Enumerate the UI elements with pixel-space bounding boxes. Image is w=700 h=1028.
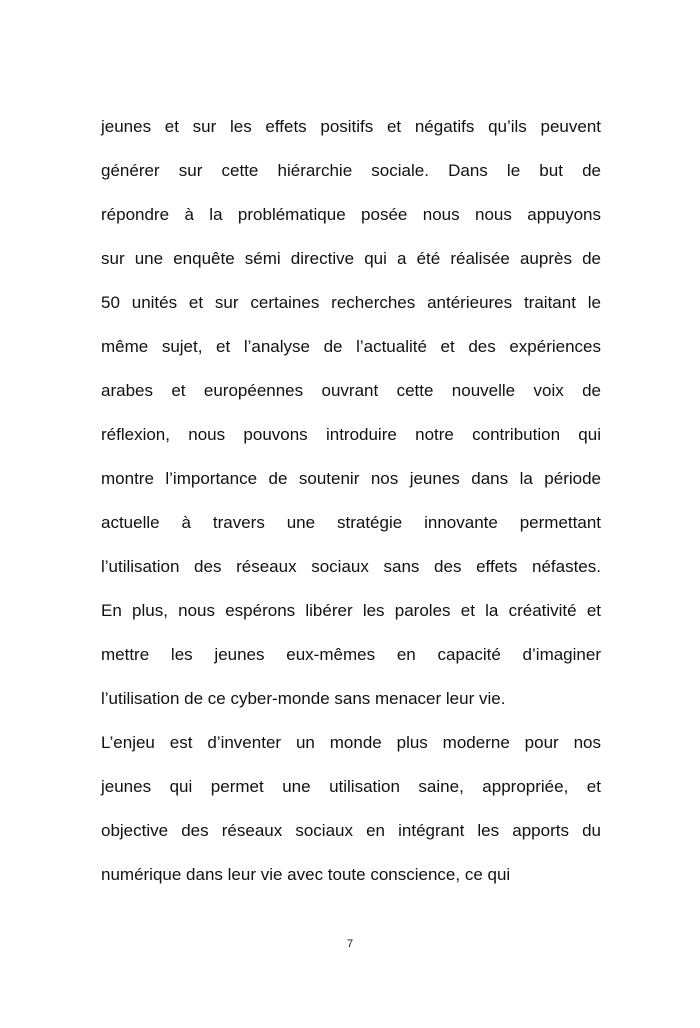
text-line: arabes et européennes ouvrant cette nouvelle voix de — [101, 381, 601, 400]
text-line: même sujet, et l’analyse de l’actualité et des expériences — [101, 337, 601, 356]
text-line: numérique dans leur vie avec toute conscience, ce qui — [101, 865, 511, 884]
text-line: 50 unités et sur certaines recherches antérieures traitant le — [101, 293, 601, 312]
text-line: objective des réseaux sociaux en intégrant les apports du — [101, 821, 601, 840]
body-text — [101, 116, 601, 908]
text-line: réflexion, nous pouvons introduire notre contribution qui — [101, 425, 601, 444]
text-line: l’utilisation des réseaux sociaux sans des effets néfastes. — [101, 557, 601, 576]
text-line: L’enjeu est d’inventer un monde plus moderne pour nos — [101, 733, 601, 752]
page-number: 7 — [346, 938, 354, 950]
text-line: actuelle à travers une stratégie innovante permettant — [101, 513, 601, 532]
text-line: l’utilisation de ce cyber-monde sans menacer leur vie. — [101, 689, 506, 708]
text-line: jeunes qui permet une utilisation saine, appropriée, et — [101, 777, 601, 796]
text-line: jeunes et sur les effets positifs et négatifs qu’ils peuvent — [101, 117, 601, 136]
text-line: générer sur cette hiérarchie sociale. Dans le but de — [101, 161, 601, 180]
text-line: sur une enquête sémi directive qui a été réalisée auprès de — [101, 249, 601, 268]
text-line: répondre à la problématique posée nous nous appuyons — [101, 205, 601, 224]
text-line: montre l’importance de soutenir nos jeunes dans la période — [101, 469, 601, 488]
text-line: mettre les jeunes eux-mêmes en capacité d’imaginer — [101, 645, 601, 664]
text-line: En plus, nous espérons libérer les paroles et la créativité et — [101, 601, 601, 620]
